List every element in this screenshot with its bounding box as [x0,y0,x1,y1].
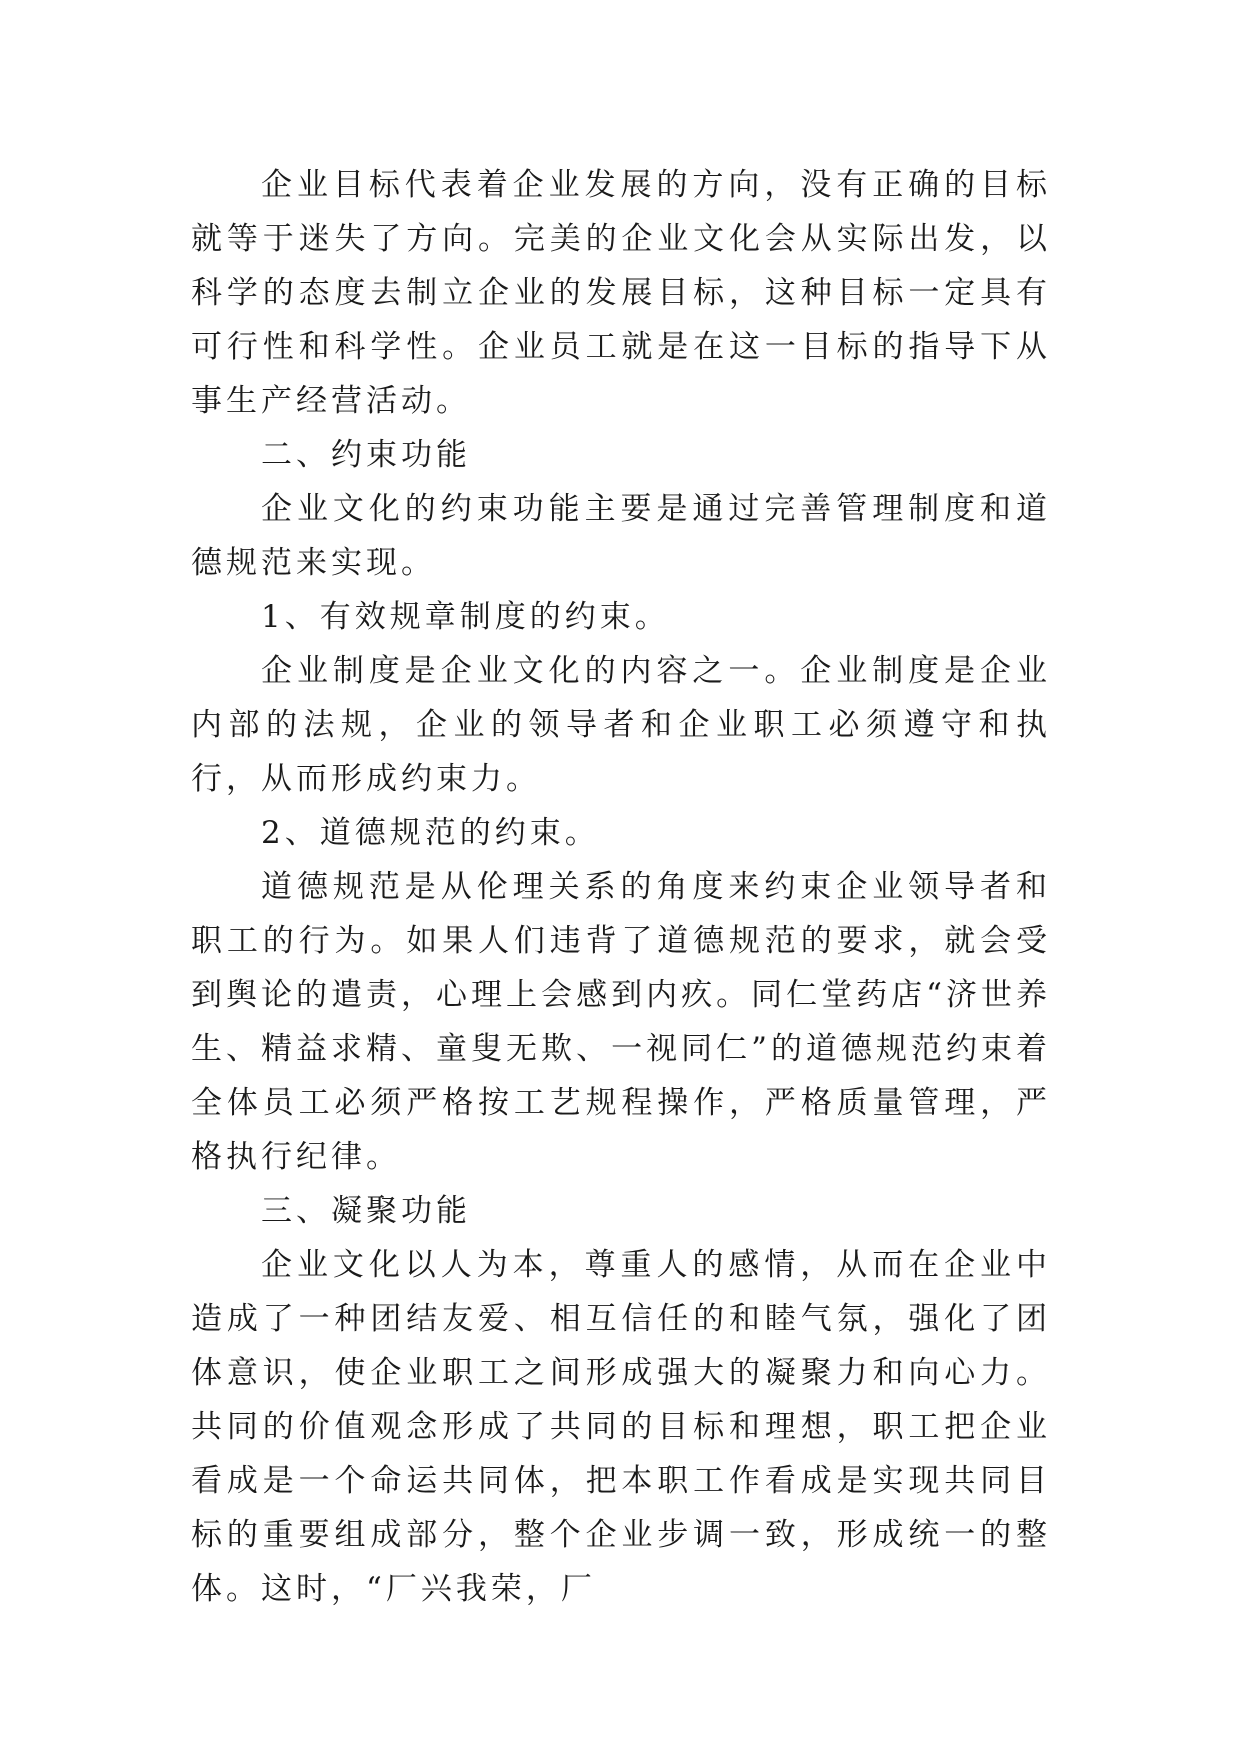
subsection-heading: 2、道德规范的约束。 [261,815,600,851]
section-heading: 二、约束功能 [261,437,471,473]
body-paragraph: 企业文化以人为本，尊重人的感情，从而在企业中造成了一种团结友爱、相互信任的和睦气氛，强化了团体意识，使企业职工之间形成强大的凝聚力和向心力。共同的价值观念形成了共同的目标和理想，职工把企业看成是一个命运共同体，把本职工作看成是实现共同目标的重要组成部分，整个企业步调一致，形成统一的整体。这时，“厂兴我荣，厂 [191,1247,1051,1607]
body-paragraph: 道德规范是从伦理关系的角度来约束企业领导者和职工的行为。如果人们违背了道德规范的要求，就会受到舆论的遣责，心理上会感到内疚。同仁堂药店“济世养生、精益求精、童叟无欺、一视同仁”的道德规范约束着全体员工必须严格按工艺规程操作，严格质量管理，严格执行纪律。 [191,869,1051,1175]
body-paragraph: 企业制度是企业文化的内容之一。企业制度是企业内部的法规，企业的领导者和企业职工必须遵守和执行，从而形成约束力。 [191,653,1051,797]
subsection-heading: 1、有效规章制度的约束。 [261,599,670,635]
section-heading: 三、凝聚功能 [261,1193,471,1229]
document-body [191,158,1051,1616]
body-paragraph: 企业目标代表着企业发展的方向，没有正确的目标就等于迷失了方向。完美的企业文化会从实际出发，以科学的态度去制立企业的发展目标，这种目标一定具有可行性和科学性。企业员工就是在这一目标的指导下从事生产经营活动。 [191,167,1051,419]
body-paragraph: 企业文化的约束功能主要是通过完善管理制度和道德规范来实现。 [191,491,1051,581]
